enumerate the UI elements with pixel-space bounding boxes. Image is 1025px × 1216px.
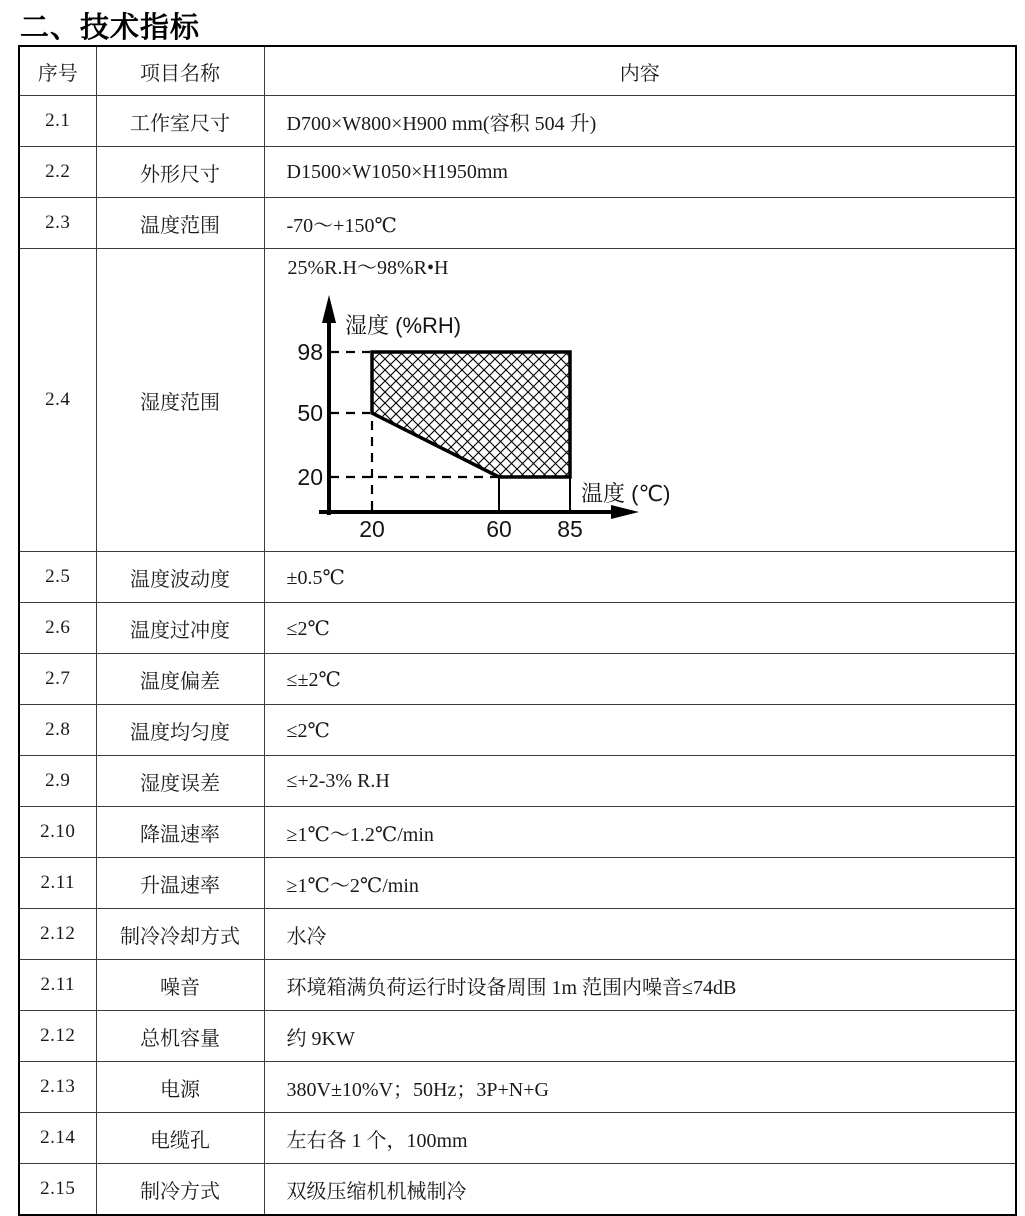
row-item-name: 制冷冷却方式 [96, 909, 264, 960]
table-row [19, 198, 1016, 249]
row-item-name: 温度过冲度 [96, 603, 264, 654]
row-item-name: 总机容量 [96, 1011, 264, 1062]
row-item-name: 温度均匀度 [96, 705, 264, 756]
row-content-text: 左右各 1 个，100mm [286, 1129, 468, 1152]
y-tick-20: 20 [296, 464, 323, 490]
row-content-cell [264, 1062, 1016, 1113]
row-serial-number: 2.12 [19, 909, 96, 960]
row-content-cell [264, 858, 1016, 909]
row-serial-number: 2.14 [19, 1113, 96, 1164]
row-content-text: 水冷 [286, 925, 327, 948]
row-content-cell [264, 654, 1016, 705]
row-content-cell [264, 249, 1016, 552]
table-row [19, 858, 1016, 909]
table-row [19, 1113, 1016, 1164]
y-tick-98: 98 [296, 339, 323, 365]
row-item-name: 升温速率 [96, 858, 264, 909]
row-content-text: 环境箱满负荷运行时设备周围 1m 范围内噪音≤74dB [286, 976, 737, 999]
table-row [19, 960, 1016, 1011]
table-row [19, 1011, 1016, 1062]
row-item-name: 电源 [96, 1062, 264, 1113]
row-content-cell [264, 756, 1016, 807]
row-content-cell [264, 147, 1016, 198]
row-content-cell [264, 807, 1016, 858]
row-serial-number: 2.12 [19, 1011, 96, 1062]
envelope-region [372, 352, 570, 477]
row-content-cell [264, 552, 1016, 603]
row-content-text: 25%R.H～98%R•H [287, 257, 449, 279]
table-row [19, 654, 1016, 705]
row-content-text: ≤2℃ [286, 617, 330, 640]
row-item-name: 工作室尺寸 [96, 96, 264, 147]
x-tick-85: 85 [556, 516, 583, 542]
col-header-no: 序号 [19, 46, 96, 96]
row-item-name: 电缆孔 [96, 1113, 264, 1164]
row-item-name: 降温速率 [96, 807, 264, 858]
row-content-cell [264, 198, 1016, 249]
row-content-cell [264, 1011, 1016, 1062]
row-serial-number: 2.5 [19, 552, 96, 603]
table-row [19, 1062, 1016, 1113]
table-row [19, 756, 1016, 807]
x-tick-20: 20 [358, 516, 385, 542]
row-content-text: -70～+150℃ [286, 214, 397, 237]
chart-x-axis-label: 温度 (℃) [580, 481, 670, 506]
x-tick-60: 60 [485, 516, 512, 542]
table-header-row [19, 46, 1016, 96]
row-serial-number: 2.11 [19, 858, 96, 909]
row-content-text: 约 9KW [286, 1027, 355, 1050]
row-content-text: ≤±2℃ [286, 668, 341, 691]
y-axis-arrow [322, 295, 336, 323]
table-row [19, 909, 1016, 960]
row-content-text: ≤+2-3% R.H [286, 769, 390, 792]
row-content-cell [264, 705, 1016, 756]
row-serial-number: 2.8 [19, 705, 96, 756]
row-content-text: ≥1℃～1.2℃/min [286, 823, 434, 846]
spec-table [18, 45, 1017, 1216]
row-content-cell [264, 1113, 1016, 1164]
row-item-name: 温度偏差 [96, 654, 264, 705]
row-content-text: ≤2℃ [286, 719, 330, 742]
row-content-cell [264, 960, 1016, 1011]
row-item-name: 温度波动度 [96, 552, 264, 603]
x-axis-arrow [611, 505, 639, 519]
table-row [19, 147, 1016, 198]
table-row [19, 705, 1016, 756]
row-serial-number: 2.9 [19, 756, 96, 807]
row-serial-number: 2.6 [19, 603, 96, 654]
page-title: 二、技术指标 [20, 12, 201, 44]
y-tick-50: 50 [296, 400, 323, 426]
row-serial-number: 2.7 [19, 654, 96, 705]
chart-y-axis-label: 湿度 (%RH) [344, 313, 461, 338]
row-content-cell [264, 603, 1016, 654]
row-content-cell [264, 909, 1016, 960]
row-serial-number: 2.10 [19, 807, 96, 858]
row-serial-number: 2.1 [19, 96, 96, 147]
chart-canvas [297, 293, 677, 543]
row-item-name: 湿度范围 [96, 249, 264, 552]
table-row [19, 603, 1016, 654]
row-serial-number: 2.13 [19, 1062, 96, 1113]
row-content-text: 双级压缩机机械制冷 [286, 1180, 467, 1203]
row-content-text: ±0.5℃ [286, 566, 345, 589]
row-item-name: 噪音 [96, 960, 264, 1011]
row-item-name: 制冷方式 [96, 1164, 264, 1216]
row-item-name: 湿度误差 [96, 756, 264, 807]
row-serial-number: 2.11 [19, 960, 96, 1011]
table-row [19, 807, 1016, 858]
row-item-name: 温度范围 [96, 198, 264, 249]
row-content-text: D700×W800×H900 mm(容积 504 升) [286, 112, 597, 135]
row-content-text: ≥1℃～2℃/min [286, 874, 419, 897]
row-content-cell [264, 1164, 1016, 1216]
row-serial-number: 2.15 [19, 1164, 96, 1216]
row-content-text: D1500×W1050×H1950mm [286, 160, 508, 183]
row-content-text: 380V±10%V；50Hz；3P+N+G [286, 1078, 549, 1101]
table-row [19, 1164, 1016, 1216]
col-header-content: 内容 [264, 46, 1016, 96]
row-serial-number: 2.3 [19, 198, 96, 249]
col-header-item-name: 项目名称 [96, 46, 264, 96]
table-row [19, 96, 1016, 147]
humidity-temperature-envelope-chart [297, 293, 1015, 543]
row-serial-number: 2.4 [19, 249, 96, 552]
row-serial-number: 2.2 [19, 147, 96, 198]
row-content-cell [264, 96, 1016, 147]
table-row [19, 249, 1016, 552]
table-row [19, 552, 1016, 603]
row-item-name: 外形尺寸 [96, 147, 264, 198]
